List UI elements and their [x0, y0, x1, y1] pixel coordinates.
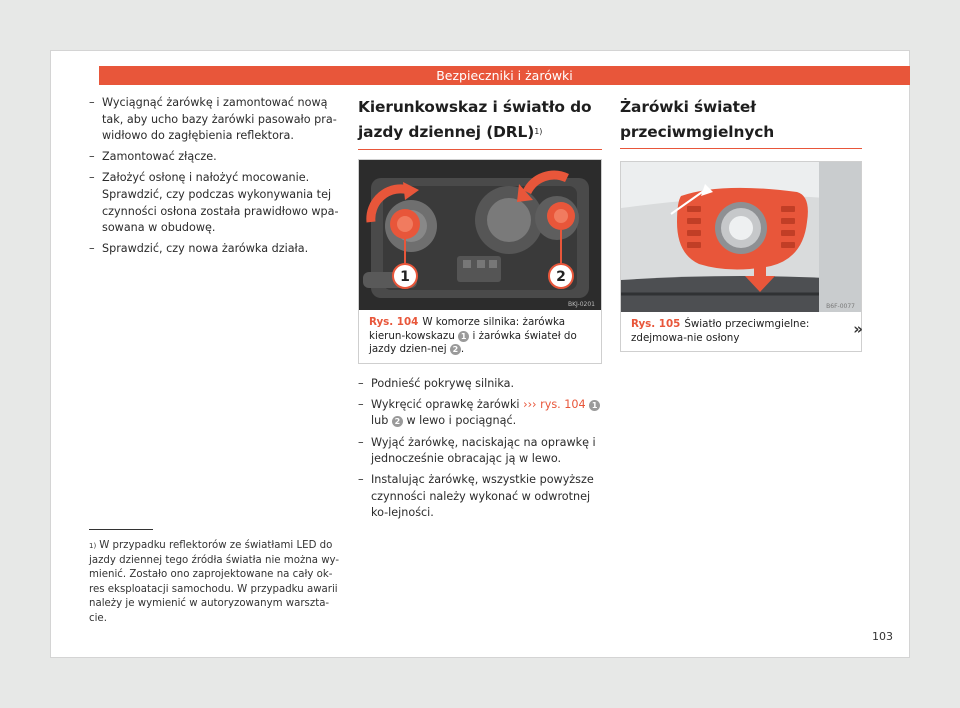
- figure-code: B6F-0077: [826, 303, 855, 310]
- section-heading-indicator-drl: [358, 95, 602, 150]
- list-item: – Wyciągnąć żarówkę i zamontować nową tak, aby ucho bazy żarówki pasowało pra-widłowo do zagłębienia reflektora.: [89, 95, 339, 145]
- column-middle: [358, 95, 602, 527]
- footnote-text: W przypadku reflektorów ze światłami LED do jazdy dziennej tego źródła światła nie można wy-mienić. Zostało ono zaprojektowane na cały ok-res eksploatacji samochodu. W przypadku awarii należy je wymienić w autoryzowanym warszta-cie.: [89, 540, 340, 624]
- badge-2: 2: [392, 416, 403, 427]
- step-text: Wykręcić oprawkę żarówki: [371, 397, 520, 411]
- footnote-divider: [89, 529, 153, 530]
- figure-caption: [621, 312, 861, 351]
- page-number: 103: [872, 630, 893, 643]
- fog-light-illustration: [621, 162, 861, 312]
- continue-arrow-icon: »: [853, 320, 863, 338]
- list-item: – Podnieść pokrywę silnika.: [358, 376, 602, 393]
- column-left: [89, 95, 339, 262]
- heading-footnote-ref: 1): [534, 127, 543, 136]
- fog-light-image: [621, 162, 861, 312]
- caption-text: .: [460, 343, 465, 356]
- list-item: – Wyjąć żarówkę, naciskając na oprawkę i jednocześnie obracając ją w lewo.: [358, 435, 602, 468]
- figure-caption: [359, 310, 601, 363]
- footnote: [89, 539, 341, 627]
- headlight-image: [359, 160, 601, 310]
- figure-ref-link[interactable]: rys. 104: [540, 397, 586, 411]
- manual-page: [50, 50, 910, 658]
- step-text: w lewo i pociągnąć.: [406, 414, 517, 428]
- badge-1: 1: [589, 400, 600, 411]
- ref-arrows: ›››: [523, 397, 537, 411]
- caption-text: Światło przeciwmgielne: zdejmowa-nie osłony: [631, 318, 810, 344]
- headlight-illustration: [359, 160, 601, 310]
- figure-105: [620, 161, 862, 352]
- figure-104: [358, 159, 602, 364]
- callout-2: 2: [556, 269, 566, 285]
- figure-label: Rys. 104: [369, 316, 419, 328]
- section-header: Bezpieczniki i żarówki: [99, 66, 910, 85]
- caption-text: W komorze silnika: żarówka kierun-kowskazu: [369, 316, 566, 342]
- callout-1: 1: [400, 269, 410, 285]
- caption-text: i żarówka świateł do jazdy dzien-nej: [369, 329, 577, 356]
- list-item: – Instalując żarówkę, wszystkie powyższe czynności należy wykonać w odwrotnej ko-lejności.: [358, 472, 602, 522]
- figure-code: BKJ-0201: [567, 301, 595, 308]
- list-item: – Założyć osłonę i nałożyć mocowanie. Sprawdzić, czy podczas wykonywania tej czynności osłona została prawidłowo wpa-sowana w obudowę.: [89, 170, 339, 236]
- badge-2: 2: [450, 344, 461, 355]
- list-item: [358, 397, 602, 430]
- footnote-mark: 1): [89, 542, 97, 550]
- column-right: [620, 95, 862, 352]
- step-text: lub: [371, 414, 389, 428]
- list-item: – Sprawdzić, czy nowa żarówka działa.: [89, 241, 339, 258]
- section-heading-fog-lights: Żarówki świateł przeciwmgielnych: [620, 95, 862, 149]
- list-item: – Zamontować złącze.: [89, 149, 339, 166]
- badge-1: 1: [458, 331, 469, 342]
- steps-list: [358, 376, 602, 522]
- figure-label: Rys. 105: [631, 318, 681, 330]
- heading-text: Kierunkowskaz i światło do jazdy dziennej (DRL): [358, 98, 592, 141]
